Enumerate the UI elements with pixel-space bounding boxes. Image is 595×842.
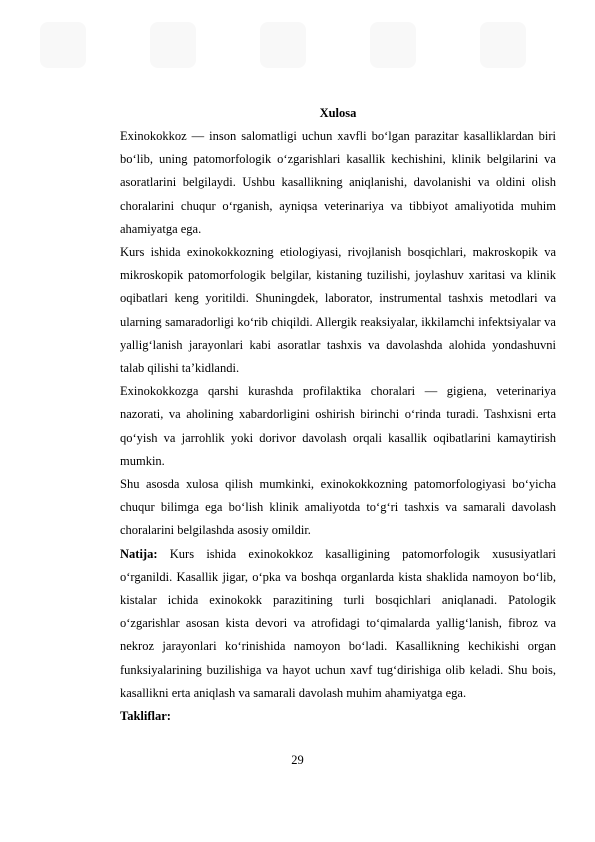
watermark-tile [370, 22, 416, 68]
watermark-tile [150, 22, 196, 68]
result-text: Kurs ishida exinokokkoz kasalligining patomorfologik xususiyatlari o‘rganildi. Kasallik jigar, o‘pka va boshqa organlarda kista shaklida namoyon bo‘lib, kistalar ichida exinokokk parazitining turli bosqichlari aniqlanadi. Patologik o‘zgarishlar asosan kista devori va atrofidagi to‘qimalarda yallig‘lanish, fibroz va nekroz jarayonlari ko‘rinishida namoyon bo‘ladi. Kasallikning kechikishi organ funksiyalarining buzilishiga va hayot uchun xavf tug‘dirishiga olib keladi. Shu bois, kasallikni erta aniqlash va samarali davolash muhim ahamiyatga ega. [120, 546, 556, 700]
result-paragraph [120, 543, 556, 705]
watermark-background [0, 0, 595, 90]
proposals-heading: Takliflar: [120, 709, 171, 724]
conclusion-paragraph-2: Kurs ishida exinokokkozning etiologiyasi, rivojlanish bosqichlari, makroskopik va mikroskopik patomorfologik belgilar, kistaning tuzilishi, joylashuv xaritasi va klinik oqibatlari keng yoritildi. Shuningdek, laborator, instrumental tashxis metodlari va ularning samaradorligi ko‘rib chiqildi. Allergik reaksiyalar, ikkilamchi infektsiyalar va yallig‘lanish jarayonlari kabi asoratlar tashxis va davolashda alohida yondashuvni talab qilishi ta’kidlandi. [120, 245, 556, 376]
conclusion-paragraph-4: Shu asosda xulosa qilish mumkinki, exinokokkozning patomorfologiyasi bo‘yicha chuqur bilimga ega bo‘lish klinik amaliyotda to‘g‘ri tashxis va samarali davolash choralarini belgilashda asosiy omildir. [120, 477, 556, 538]
conclusion-paragraph-3: Exinokokkozga qarshi kurashda profilaktika choralari — gigiena, veterinariya nazorati, va aholining xabardorligini oshirish birinchi o‘rinda turadi. Tashxisni erta qo‘yish va jarrohlik yoki dorivor davolash orqali kasallik oqibatlarini kamaytirish mumkin. [120, 384, 556, 468]
page-number: 29 [291, 753, 304, 767]
result-label: Natija: [120, 546, 158, 561]
conclusion-paragraph-1: Exinokokkoz — inson salomatligi uchun xavfli bo‘lgan parazitar kasalliklardan biri bo‘lib, uning patomorfologik o‘zgarishlari kasallik kechishini, klinik belgilarini va asoratlarini belgilaydi. Ushbu kasallikning aniqlanishi, davolanishi va oldini olish choralarini chuqur o‘rganish, ayniqsa veterinariya va tibbiyot amaliyotida muhim ahamiyatga ega. [120, 129, 556, 236]
document-page [120, 102, 556, 728]
watermark-tile [480, 22, 526, 68]
document-title: Xulosa [319, 106, 357, 120]
watermark-tile [40, 22, 86, 68]
watermark-tile [260, 22, 306, 68]
